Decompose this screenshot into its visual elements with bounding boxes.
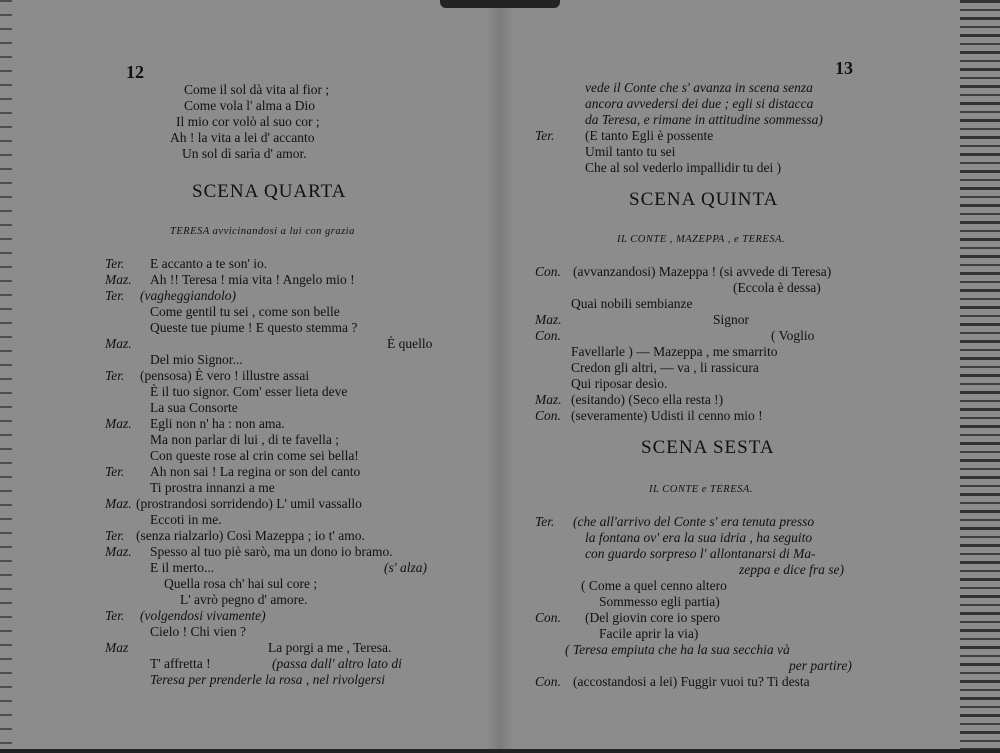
dialogue-line: Egli non n' ha : non ama. — [150, 416, 285, 431]
dialogue-line: E accanto a te son' io. — [150, 256, 268, 271]
speaker: Ter. — [535, 514, 555, 529]
left-page-edge — [0, 0, 12, 753]
dialogue-line: E il merto... — [150, 560, 215, 575]
scene-title: SCENA SESTA — [641, 437, 775, 458]
dialogue-line: Spesso al tuo piè sarò, ma un dono io bramo. — [150, 544, 393, 559]
stage-direction: Teresa per prenderle la rosa , nel rivolgersi — [150, 672, 385, 687]
dialogue-line: È quello — [387, 336, 433, 351]
speaker: Ter. — [105, 528, 125, 543]
dialogue-line: (avvanzandosi) Mazeppa ! (si avvede di Teresa) — [573, 264, 832, 279]
dialogue-line: L' avrò pegno d' amore. — [180, 592, 308, 607]
speaker: Con. — [535, 264, 561, 279]
dialogue-line: Cielo ! Chi vien ? — [150, 624, 246, 639]
dialogue-line: Quella rosa ch' hai sul core ; — [164, 576, 318, 591]
dialogue-line: È il tuo signor. Com' esser lieta deve — [150, 384, 348, 399]
speaker: Maz. — [105, 496, 132, 511]
page-number: 12 — [126, 62, 144, 82]
dialogue-line: La sua Consorte — [150, 400, 238, 415]
speaker: Ter. — [105, 464, 125, 479]
speaker: Con. — [535, 610, 561, 625]
speaker: Maz. — [535, 392, 562, 407]
speaker: Con. — [535, 328, 561, 343]
speaker: Ter. — [105, 608, 125, 623]
speaker: Maz. — [105, 336, 132, 351]
verse-line: Un sol dì sarìa d' amor. — [182, 146, 307, 161]
scene-title: SCENA QUARTA — [192, 181, 347, 202]
speaker: Ter. — [105, 368, 125, 383]
speaker: Maz. — [535, 312, 562, 327]
dialogue-line: ( Voglio — [771, 328, 815, 343]
dialogue-line: Ah !! Teresa ! mia vita ! Angelo mio ! — [150, 272, 355, 287]
speaker: Ter. — [105, 288, 125, 303]
page-number: 13 — [835, 58, 853, 78]
right-page — [535, 0, 880, 753]
left-page — [100, 0, 460, 753]
dialogue-line: Sommesso egli partia) — [599, 594, 720, 609]
dialogue-line: Credon gli altri, — va , li rassicura — [571, 360, 759, 375]
dialogue-line: La porgi a me , Teresa. — [268, 640, 392, 655]
verse-line: Come il sol dà vita al fior ; — [184, 82, 330, 97]
speaker: Maz. — [105, 416, 132, 431]
stage-direction: per partire) — [789, 658, 852, 673]
stage-direction: vede il Conte che s' avanza in scena senza — [585, 80, 813, 95]
speaker: Maz. — [105, 272, 132, 287]
dialogue-line: Ti prostra innanzi a me — [150, 480, 275, 495]
verse-line: Come vola l' alma a Dio — [184, 98, 316, 113]
dialogue-line: Come gentil tu sei , come son belle — [150, 304, 340, 319]
dialogue-line: Signor — [713, 312, 750, 327]
stage-direction: (passa dall' altro lato di — [272, 656, 402, 671]
stage-direction: con guardo sorpreso l' allontanarsi di Ma- — [585, 546, 816, 561]
stage-direction: (che all'arrivo del Conte s' era tenuta presso — [573, 514, 815, 529]
dialogue-line: Che al sol vederlo impallidir tu dei ) — [585, 160, 782, 175]
dialogue-line: Umil tanto tu sei — [585, 144, 676, 159]
dialogue-line: Del mio Signor... — [150, 352, 243, 367]
stage-direction: (vagheggiandolo) — [140, 288, 236, 303]
dialogue-line: ( Come a quel cenno altero — [581, 578, 727, 593]
dialogue-line: (Del giovin core io spero — [585, 610, 720, 625]
speaker: Con. — [535, 408, 561, 423]
dialogue-line: Queste tue piume ! E questo stemma ? — [150, 320, 358, 335]
speaker: Ter. — [105, 256, 125, 271]
stage-direction: la fontana ov' era la sua idria , ha seguito — [585, 530, 813, 545]
dialogue-line: (esitando) (Seco ella resta !) — [571, 392, 724, 407]
dialogue-line: T' affretta ! — [150, 656, 211, 671]
dialogue-line: Ah non sai ! La regina or son del canto — [150, 464, 361, 479]
stage-direction: da Teresa, e rimane in attitudine sommessa) — [585, 112, 823, 127]
verse-line: Ah ! la vita a lei d' accanto — [170, 130, 315, 145]
book-gutter — [486, 0, 514, 753]
speaker: Ter. — [535, 128, 555, 143]
stage-direction: zeppa e dice fra se) — [739, 562, 844, 577]
dialogue-line: (prostrandosi sorridendo) L' umil vassallo — [136, 496, 362, 511]
dialogue-line: Con queste rose al crin come sei bella! — [150, 448, 359, 463]
dialogue-line: (severamente) Udisti il cenno mio ! — [571, 408, 763, 423]
stage-direction: IL CONTE e TERESA. — [649, 484, 753, 495]
dialogue-line: (senza rialzarlo) Così Mazeppa ; io t' amo. — [136, 528, 365, 543]
dialogue-line: (accostandosi a lei) Fuggir vuoi tu? Ti desta — [573, 674, 810, 689]
stage-direction: (volgendosi vivamente) — [140, 608, 266, 623]
stage-direction: TERESA avvicinandosi a lui con grazia — [170, 226, 355, 237]
dialogue-line: Ma non parlar di lui , di te favella ; — [150, 432, 339, 447]
dialogue-line: (E tanto Egli è possente — [585, 128, 714, 143]
dialogue-line: Quai nobili sembianze — [571, 296, 693, 311]
dialogue-line: (pensosa) È vero ! illustre assai — [140, 368, 310, 383]
dialogue-line: (Eccola è dessa) — [733, 280, 821, 295]
stage-direction: IL CONTE , MAZEPPA , e TERESA. — [617, 234, 786, 245]
dialogue-line: Facile aprir la via) — [599, 626, 699, 641]
dialogue-line: Favellarle ) — Mazeppa , me smarrito — [571, 344, 778, 359]
verse-line: Il mio cor volò al suo cor ; — [176, 114, 320, 129]
dialogue-line: Qui riposar desìo. — [571, 376, 668, 391]
dialogue-line: Eccoti in me. — [150, 512, 222, 527]
scene-title: SCENA QUINTA — [629, 189, 779, 210]
speaker: Maz — [105, 640, 129, 655]
right-page-edge — [960, 0, 1000, 753]
stage-direction: (s' alza) — [384, 560, 428, 575]
speaker: Con. — [535, 674, 561, 689]
speaker: Maz. — [105, 544, 132, 559]
stage-direction: ( Teresa empiuta che ha la sua secchia và — [565, 642, 790, 657]
stage-direction: ancora avvedersi dei due ; egli si distacca — [585, 96, 814, 111]
